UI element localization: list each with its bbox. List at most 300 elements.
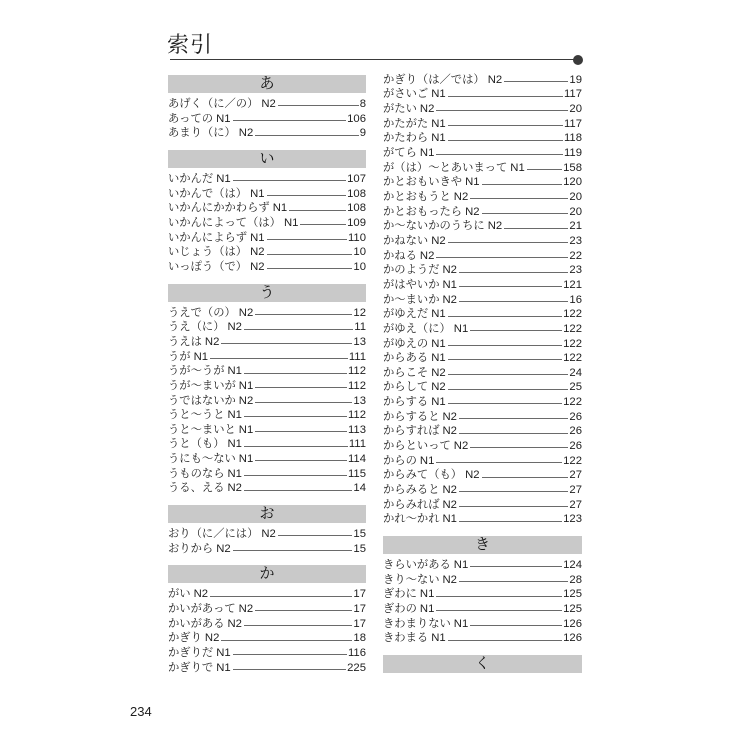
- leader-line: [255, 610, 352, 611]
- index-section: [168, 150, 366, 275]
- leader-line: [527, 169, 562, 170]
- index-section: [383, 536, 582, 646]
- index-entry: [383, 410, 582, 425]
- index-entry: [168, 394, 366, 409]
- entry-page-number: 122: [563, 322, 582, 335]
- index-entry: [168, 602, 366, 617]
- entry-level: N1: [216, 647, 231, 660]
- entry-term: がゆえの: [383, 337, 429, 350]
- index-entry: [168, 97, 366, 112]
- leader-line: [470, 198, 568, 199]
- leader-line: [436, 110, 568, 111]
- index-entry: [168, 481, 366, 496]
- entry-page-number: 15: [353, 542, 366, 555]
- entry-level: N1: [216, 172, 231, 185]
- index-entry: [383, 617, 582, 632]
- index-entry: [383, 249, 582, 264]
- title-rule-dot: [573, 55, 583, 65]
- index-entry: [383, 146, 582, 161]
- index-entry: [383, 161, 582, 176]
- leader-line: [470, 566, 562, 567]
- entry-term: がはやいか: [383, 278, 440, 291]
- entry-term: うが: [168, 350, 191, 363]
- entry-page-number: 121: [563, 278, 582, 291]
- entry-level: N1: [227, 409, 242, 422]
- entry-term: きわまりない: [383, 617, 451, 630]
- index-entry: [168, 631, 366, 646]
- entry-level: N2: [227, 617, 242, 630]
- entry-page-number: 126: [563, 632, 582, 645]
- index-entry: [383, 175, 582, 190]
- entry-page-number: 14: [353, 482, 366, 495]
- entry-term: からある: [383, 352, 429, 365]
- entry-term: いかんによらず: [168, 231, 248, 244]
- entry-term: からみると: [383, 484, 440, 497]
- entry-page-number: 125: [563, 603, 582, 615]
- entry-term: かたがた: [383, 117, 429, 130]
- leader-line: [482, 477, 569, 478]
- index-entry: [168, 587, 366, 602]
- entry-page-number: 9: [359, 127, 366, 140]
- index-entry: [383, 558, 582, 573]
- entry-level: N1: [510, 161, 525, 174]
- leader-line: [300, 224, 346, 225]
- entry-level: N2: [261, 98, 276, 110]
- leader-line: [436, 596, 562, 597]
- entry-page-number: 126: [563, 617, 582, 630]
- leader-line: [210, 358, 348, 359]
- entry-page-number: 15: [353, 528, 366, 541]
- entry-page-number: 112: [347, 379, 366, 392]
- entry-level: N1: [419, 146, 435, 159]
- entry-page-number: 17: [353, 588, 366, 601]
- index-section: [168, 75, 366, 141]
- leader-line: [289, 210, 346, 211]
- entry-level: N1: [453, 617, 469, 630]
- entry-term: がてら: [383, 146, 417, 159]
- entry-level: N2: [250, 246, 265, 259]
- entry-page-number: 123: [563, 513, 582, 526]
- entry-page-number: 111: [348, 350, 366, 363]
- index-entry: [383, 205, 582, 220]
- leader-line: [448, 345, 562, 346]
- index-entry: [383, 102, 582, 117]
- entry-page-number: 26: [569, 425, 582, 438]
- entry-term: かとおもいきや: [383, 176, 463, 189]
- entry-term: いかんにかかわらず: [168, 202, 270, 215]
- entry-page-number: 114: [347, 453, 366, 466]
- leader-line: [448, 125, 563, 126]
- entry-term: からすれば: [383, 425, 440, 438]
- leader-line: [233, 120, 347, 121]
- entry-term: うと～まいと: [168, 423, 236, 436]
- entry-page-number: 20: [569, 190, 582, 203]
- entry-page-number: 10: [353, 246, 366, 259]
- entry-page-number: 110: [347, 231, 366, 244]
- leader-line: [255, 460, 347, 461]
- leader-line: [244, 625, 352, 626]
- entry-level: N2: [204, 632, 220, 645]
- entry-term: がさいご: [383, 88, 429, 101]
- entry-page-number: 8: [359, 98, 366, 110]
- index-section: [168, 505, 366, 556]
- entry-level: N1: [238, 423, 254, 436]
- entry-term: いかんによって（は）: [168, 216, 281, 229]
- entry-page-number: 117: [563, 88, 582, 101]
- index-entry: [383, 366, 582, 381]
- entry-level: N2: [431, 366, 446, 379]
- leader-line: [255, 387, 347, 388]
- entry-level: N1: [431, 117, 446, 130]
- entry-level: N2: [431, 381, 446, 394]
- leader-line: [482, 213, 569, 214]
- index-entry: [383, 512, 582, 527]
- entry-page-number: 107: [347, 172, 366, 185]
- entry-term: うえ（に）: [168, 321, 225, 334]
- entry-term: かぎり: [168, 632, 202, 645]
- index-entry: [168, 437, 366, 452]
- entry-page-number: 23: [569, 234, 582, 247]
- section-heading: き: [383, 536, 582, 554]
- index-entry: [168, 542, 366, 557]
- entry-page-number: 23: [569, 264, 582, 277]
- leader-line: [233, 654, 347, 655]
- entry-page-number: 108: [347, 202, 366, 215]
- entry-level: N2: [419, 249, 435, 262]
- leader-line: [459, 301, 568, 302]
- entry-term: かれ～かれ: [383, 513, 440, 526]
- entry-term: かぎりだ: [168, 647, 214, 660]
- entry-level: N2: [227, 321, 242, 334]
- entry-page-number: 125: [563, 588, 582, 601]
- leader-line: [459, 491, 568, 492]
- leader-line: [267, 195, 347, 196]
- entry-page-number: 27: [569, 469, 582, 482]
- index-entry: [383, 602, 582, 617]
- index-entry: [383, 483, 582, 498]
- index-section: [383, 655, 582, 673]
- entry-page-number: 21: [569, 220, 582, 233]
- index-entry: [383, 278, 582, 293]
- index-entry: [168, 646, 366, 661]
- entry-page-number: 16: [569, 293, 582, 306]
- index-entry: [383, 631, 582, 646]
- entry-page-number: 122: [563, 396, 582, 409]
- entry-level: N1: [250, 231, 265, 244]
- leader-line: [448, 316, 562, 317]
- leader-line: [244, 373, 347, 374]
- page-number: 234: [130, 704, 152, 719]
- entry-term: がゆえ（に）: [383, 322, 451, 335]
- entry-page-number: 19: [569, 73, 582, 86]
- entry-term: かぎり（は／では）: [383, 73, 485, 86]
- section-heading: か: [168, 565, 366, 583]
- leader-line: [436, 462, 562, 463]
- title-rule: [170, 59, 574, 60]
- leader-line: [210, 596, 352, 597]
- index-entry: [168, 617, 366, 632]
- entry-term: うにも～ない: [168, 453, 236, 466]
- entry-level: N1: [419, 603, 435, 615]
- entry-page-number: 117: [563, 117, 582, 130]
- entry-page-number: 225: [347, 661, 366, 674]
- index-entry: [383, 424, 582, 439]
- entry-term: うが～まいが: [168, 379, 236, 392]
- index-entry: [383, 322, 582, 337]
- entry-level: N2: [238, 394, 254, 407]
- entry-level: N2: [442, 264, 457, 277]
- entry-term: うが～うが: [168, 365, 225, 378]
- entry-level: N1: [442, 513, 457, 526]
- entry-level: N1: [431, 88, 446, 101]
- entry-term: かぎりで: [168, 661, 214, 674]
- index-entry: [168, 335, 366, 350]
- index-entry: [383, 307, 582, 322]
- index-entry: [383, 234, 582, 249]
- entry-level: N2: [250, 260, 265, 273]
- leader-line: [244, 446, 348, 447]
- entry-term: がい: [168, 588, 191, 601]
- index-entry: [168, 172, 366, 187]
- leader-line: [255, 402, 352, 403]
- leader-line: [278, 535, 353, 536]
- entry-page-number: 24: [569, 366, 582, 379]
- index-column-left: [168, 75, 366, 675]
- entry-term: あげく（に／の）: [168, 98, 259, 110]
- entry-level: N1: [465, 176, 480, 189]
- index-entry: [168, 126, 366, 141]
- entry-term: からすると: [383, 410, 440, 423]
- leader-line: [255, 135, 358, 136]
- entry-level: N1: [216, 661, 231, 674]
- index-entry: [383, 117, 582, 132]
- entry-level: N2: [442, 425, 457, 438]
- index-entry: [168, 423, 366, 438]
- index-entry: [383, 395, 582, 410]
- index-entry: [168, 661, 366, 676]
- leader-line: [448, 96, 563, 97]
- index-entry: [383, 190, 582, 205]
- entry-level: N1: [272, 202, 288, 215]
- index-entry: [168, 379, 366, 394]
- entry-page-number: 122: [563, 337, 582, 350]
- entry-term: かねる: [383, 249, 417, 262]
- entry-term: いかんで（は）: [168, 187, 248, 200]
- entry-level: N1: [431, 337, 446, 350]
- entry-term: うえは: [168, 335, 202, 348]
- entry-term: きり～ない: [383, 573, 440, 586]
- index-entry: [383, 351, 582, 366]
- entry-page-number: 124: [563, 559, 582, 572]
- leader-line: [221, 640, 352, 641]
- index-entry: [168, 452, 366, 467]
- entry-term: かいがある: [168, 617, 225, 630]
- entry-page-number: 118: [563, 132, 582, 145]
- leader-line: [221, 343, 352, 344]
- leader-line: [470, 625, 562, 626]
- entry-term: きらいがある: [383, 559, 451, 572]
- section-heading: お: [168, 505, 366, 523]
- leader-line: [436, 154, 563, 155]
- leader-line: [436, 257, 568, 258]
- entry-page-number: 28: [569, 573, 582, 586]
- entry-page-number: 13: [353, 394, 366, 407]
- entry-page-number: 122: [563, 454, 582, 467]
- index-entry: [168, 467, 366, 482]
- entry-page-number: 112: [347, 365, 366, 378]
- entry-level: N2: [442, 573, 457, 586]
- entry-page-number: 106: [347, 112, 366, 125]
- leader-line: [482, 184, 563, 185]
- entry-level: N1: [442, 278, 457, 291]
- index-entry: [168, 306, 366, 321]
- leader-line: [459, 418, 568, 419]
- index-entry: [383, 498, 582, 513]
- leader-line: [255, 431, 347, 432]
- entry-term: いかんだ: [168, 172, 214, 185]
- entry-level: N2: [431, 234, 446, 247]
- leader-line: [448, 640, 562, 641]
- index-entry: [383, 87, 582, 102]
- leader-line: [244, 416, 347, 417]
- leader-line: [459, 433, 568, 434]
- entry-term: からして: [383, 381, 429, 394]
- leader-line: [459, 581, 568, 582]
- entry-term: おり（に／には）: [168, 528, 259, 541]
- entry-page-number: 158: [563, 161, 582, 174]
- leader-line: [278, 105, 359, 106]
- leader-line: [459, 521, 562, 522]
- entry-page-number: 119: [563, 146, 582, 159]
- entry-term: うえで（の）: [168, 306, 236, 319]
- entry-page-number: 17: [353, 603, 366, 616]
- index-entry: [168, 187, 366, 202]
- entry-level: N1: [227, 467, 242, 480]
- entry-term: かとおもったら: [383, 205, 463, 218]
- index-title: 索引: [167, 32, 214, 57]
- entry-page-number: 11: [354, 321, 366, 334]
- entry-term: からこそ: [383, 366, 429, 379]
- index-entry: [383, 380, 582, 395]
- entry-page-number: 26: [569, 440, 582, 453]
- entry-term: ぎわに: [383, 588, 417, 601]
- index-entry: [383, 263, 582, 278]
- entry-level: N2: [442, 484, 457, 497]
- leader-line: [244, 329, 353, 330]
- index-entry: [168, 231, 366, 246]
- entry-level: N2: [216, 542, 231, 555]
- entry-term: ぎわの: [383, 603, 417, 615]
- entry-page-number: 17: [353, 617, 366, 630]
- leader-line: [504, 81, 568, 82]
- entry-term: うものなら: [168, 467, 225, 480]
- entry-level: N2: [261, 528, 276, 541]
- leader-line: [233, 180, 346, 181]
- entry-page-number: 10: [353, 260, 366, 273]
- entry-page-number: 108: [347, 187, 366, 200]
- index-entry: [383, 468, 582, 483]
- index-entry: [383, 573, 582, 588]
- section-heading: あ: [168, 75, 366, 93]
- leader-line: [255, 314, 352, 315]
- leader-line: [233, 669, 346, 670]
- section-heading: う: [168, 284, 366, 302]
- leader-line: [448, 403, 562, 404]
- entry-term: か～まいか: [383, 293, 440, 306]
- entry-term: おりから: [168, 542, 214, 555]
- leader-line: [448, 242, 569, 243]
- leader-line: [233, 550, 353, 551]
- entry-level: N2: [442, 410, 457, 423]
- entry-level: N1: [453, 322, 469, 335]
- entry-level: N1: [250, 187, 265, 200]
- index-entry: [168, 260, 366, 275]
- entry-page-number: 27: [569, 484, 582, 497]
- entry-page-number: 113: [347, 423, 366, 436]
- entry-level: N1: [283, 216, 299, 229]
- entry-level: N2: [227, 482, 242, 495]
- entry-level: N1: [193, 350, 209, 363]
- index-entry: [383, 454, 582, 469]
- entry-term: からといって: [383, 440, 451, 453]
- leader-line: [448, 359, 562, 360]
- section-heading: い: [168, 150, 366, 168]
- entry-level: N2: [465, 469, 480, 482]
- leader-line: [448, 140, 563, 141]
- entry-level: N2: [204, 335, 220, 348]
- entry-level: N2: [487, 220, 503, 233]
- leader-line: [504, 228, 568, 229]
- entry-level: N1: [238, 379, 254, 392]
- entry-page-number: 20: [569, 205, 582, 218]
- entry-page-number: 116: [347, 647, 366, 660]
- entry-level: N1: [227, 365, 242, 378]
- entry-level: N2: [238, 306, 254, 319]
- entry-term: かたわら: [383, 132, 429, 145]
- entry-term: が（は）～とあいまって: [383, 161, 508, 174]
- entry-level: N1: [431, 132, 446, 145]
- leader-line: [459, 272, 568, 273]
- index-entry: [383, 587, 582, 602]
- index-entry: [168, 320, 366, 335]
- index-entry: [383, 439, 582, 454]
- entry-term: かいがあって: [168, 603, 236, 616]
- entry-term: かねない: [383, 234, 429, 247]
- index-entry: [383, 293, 582, 308]
- entry-level: N2: [465, 205, 480, 218]
- entry-level: N2: [419, 103, 435, 115]
- entry-page-number: 13: [353, 335, 366, 348]
- leader-line: [459, 286, 562, 287]
- entry-term: うる、える: [168, 482, 225, 495]
- leader-line: [448, 374, 569, 375]
- entry-page-number: 18: [353, 632, 366, 645]
- entry-term: か～ないかのうちに: [383, 220, 485, 233]
- section-heading: く: [383, 655, 582, 673]
- index-entry: [383, 73, 582, 88]
- entry-page-number: 25: [569, 381, 582, 394]
- entry-level: N2: [442, 293, 457, 306]
- index-section: [168, 565, 366, 675]
- leader-line: [436, 610, 562, 611]
- leader-line: [470, 330, 562, 331]
- entry-level: N1: [227, 438, 242, 451]
- entry-page-number: 26: [569, 410, 582, 423]
- entry-level: N1: [431, 352, 446, 365]
- entry-term: きわまる: [383, 632, 429, 645]
- entry-term: がゆえだ: [383, 308, 429, 321]
- entry-page-number: 22: [569, 249, 582, 262]
